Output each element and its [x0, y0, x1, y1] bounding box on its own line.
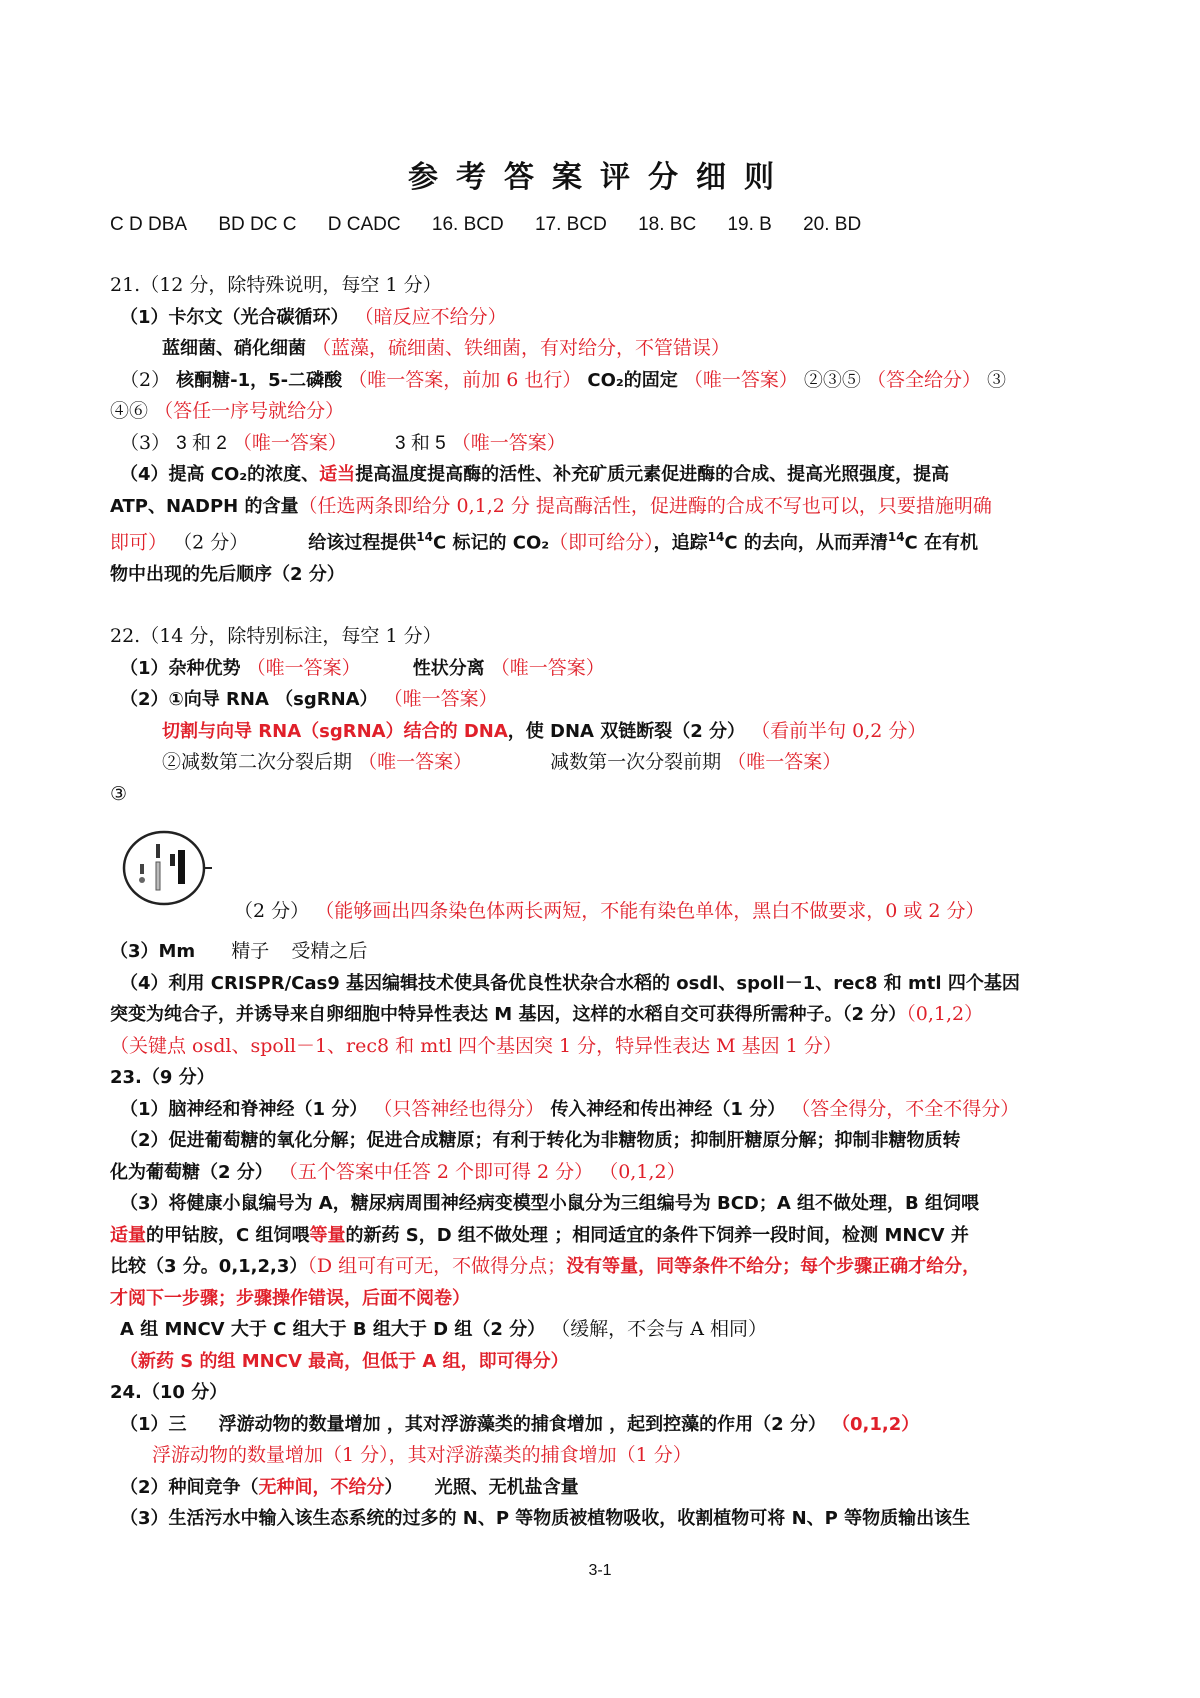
answer-text: 减数第一次分裂前期: [550, 751, 722, 774]
q21-part2: [110, 365, 1100, 397]
answer-text: （1）脑神经和脊神经（1 分）: [120, 1098, 368, 1120]
q23-part3-l3: [110, 1251, 1100, 1283]
page-number: 3-1: [588, 1562, 612, 1579]
q23-part3-l5: [110, 1314, 1100, 1346]
grading-note: （唯一答案）: [232, 431, 347, 454]
grading-note: （能够画出四条染色体两长两短，不能有染色单体，黑白不做要求，0 或 2 分）: [315, 900, 985, 922]
grading-note: （唯一答案）: [451, 431, 566, 454]
answer-text: 传入神经和传出神经（1 分）: [550, 1098, 786, 1120]
answer-text: ，追踪: [653, 532, 708, 554]
grading-note: （0,1,2）: [906, 1003, 984, 1026]
answer-text: （4）提高 CO₂的浓度、: [120, 464, 320, 485]
q22-part2-b: [110, 716, 1100, 748]
answer-text: ，使 DNA 双链断裂（2 分）: [507, 720, 746, 742]
answer-text: （1）卡尔文（光合碳循环）: [120, 306, 349, 328]
answer-text: （4）利用 CRISPR/Cas9 基因编辑技术使具备优良性状杂合水稻的 osdl、spoll－1、rec8 和 mtl 四个基因: [120, 972, 1020, 994]
score-text: （2 分）: [234, 900, 310, 922]
answer-text: 24.（10 分）: [110, 1382, 228, 1404]
grading-note: （任选两条即给分 0,1,2 分 提高酶活性，促进酶的合成不写也可以，只要措施明确: [298, 494, 992, 517]
q24-heading: [110, 1377, 1100, 1409]
part-label: （3）: [120, 431, 171, 454]
emphasis-text: 无种间，不给分: [258, 1476, 385, 1498]
grading-note: （答全得分，不全不得分）: [791, 1097, 1020, 1120]
answer-text: 3 和 2: [176, 432, 227, 454]
q21-part4-l1: [110, 459, 1100, 491]
mc-group: 17. BCD: [534, 214, 607, 235]
grading-note: （答任一序号就给分）: [154, 400, 345, 422]
emphasis-text: 适当: [319, 464, 356, 485]
grading-note: （唯一答案，前加 6 也行）: [348, 368, 582, 391]
grading-note: （关键点 osdl、spoll－1、rec8 和 mtl 四个基因突 1 分，特异性表达 M 基因 1 分）: [110, 1034, 842, 1057]
superscript: 14: [707, 530, 725, 544]
answer-text: 受精之后: [291, 940, 368, 963]
q22-part4-l2: [110, 999, 1100, 1031]
answer-text: 核酮糖-1，5-二磷酸: [176, 369, 343, 391]
answer-text: 的新药 S，D 组不做处理 ；相同适宜的条件下饲养一段时间，检测 MNCV 并: [345, 1224, 969, 1246]
grading-note: （蓝藻，硫细菌、铁细菌，有对给分，不管错误）: [312, 337, 731, 359]
superscript: 14: [887, 530, 905, 544]
q22-part4-l3: [110, 1031, 1100, 1063]
answer-text: 化为葡萄糖（2 分）: [110, 1161, 273, 1183]
q22-part1: [110, 653, 1100, 685]
q23-part3-l6: [110, 1346, 1100, 1378]
grading-note: 即可）: [110, 531, 168, 554]
q22-part3-a: [110, 936, 1100, 968]
answer-text: ②③⑤: [803, 368, 861, 391]
emphasis-text: （新药 S 的组 MNCV 最高，但低于 A 组，即可得分）: [120, 1350, 569, 1372]
grading-note: 浮游动物的数量增加（1 分），其对浮游藻类的捕食增加（1 分）: [152, 1444, 692, 1467]
mc-group: 19. B: [727, 214, 772, 235]
q23-part3-l4: [110, 1283, 1100, 1315]
q21-part1: [110, 302, 1100, 334]
grading-note: （唯一答案）: [727, 751, 842, 774]
q23-part2-l2: [110, 1157, 1100, 1189]
answer-text: （2）种间竞争（: [120, 1476, 259, 1498]
cell-outline: [124, 832, 204, 904]
emphasis-text: 适量: [110, 1224, 146, 1246]
q21-part4-l3: [110, 522, 1100, 559]
answer-text: （2）①向导 RNA （sgRNA）: [120, 689, 378, 711]
answer-text: （3）Mm: [110, 941, 196, 963]
answer-text: 浮游动物的数量增加 ，其对浮游藻类的捕食增加 ，起到控藻的作用（2 分）: [218, 1413, 826, 1435]
chromosome-short: [140, 864, 144, 874]
q21-part3: [110, 428, 1100, 460]
answer-text: 23.（9 分）: [110, 1067, 215, 1089]
mc-group: 18. BC: [638, 214, 697, 235]
chromosome-long: [178, 850, 185, 884]
answer-text: 给该过程提供: [308, 532, 417, 554]
answer-text: CO₂的固定: [587, 369, 678, 391]
answer-text: 蓝细菌、硝化细菌: [162, 338, 306, 359]
mc-group: 16. BCD: [431, 214, 504, 235]
q22-heading: 22.（14 分，除特别标注，每空 1 分）: [110, 625, 442, 648]
answer-text: （3）生活污水中输入该生态系统的过多的 N、P 等物质被植物吸收，收割植物可将 N、P 等物质输出该生: [120, 1508, 971, 1530]
q22-part4-l1: [110, 968, 1100, 1000]
answer-text: 物中出现的先后顺序（2 分）: [110, 563, 345, 585]
q22-part2: [110, 684, 1100, 716]
answer-text: ④⑥: [110, 400, 149, 422]
answer-text: C 在有机: [904, 532, 979, 554]
figure-caption: [234, 896, 985, 923]
q21-part4-l2: [110, 491, 1100, 523]
answer-text: （1）三: [120, 1413, 187, 1435]
answer-text: 提高温度提高酶的活性、补充矿质元素促进酶的合成、提高光照强度，提高: [355, 464, 950, 485]
q22-part3-label: ③: [110, 782, 128, 805]
q22-part2-c: [110, 747, 1100, 779]
grading-note: （唯一答案）: [246, 656, 361, 679]
answer-text: ）: [384, 1476, 403, 1498]
answer-text: （2）促进葡萄糖的氧化分解；促进合成糖原；有利于转化为非糖物质；抑制肝糖原分解；抑制非糖物质转: [120, 1130, 961, 1152]
grading-note: （唯一答案）: [358, 751, 473, 774]
multiple-choice-answers: [110, 214, 887, 236]
emphasis-text: 等量: [309, 1224, 346, 1246]
answer-text: C 标记的 CO₂: [433, 532, 550, 554]
mc-group: BD DC C: [218, 214, 297, 235]
answer-text: ③: [987, 368, 1007, 391]
q24-part3-l1: [110, 1503, 1100, 1535]
answer-text: 性状分离: [412, 657, 485, 679]
q23-part2-l1: [110, 1125, 1100, 1157]
grading-note: （唯一答案）: [383, 688, 498, 711]
q23-heading: [110, 1062, 1100, 1094]
chromosome-long: [156, 844, 160, 858]
q21-part4-l4: [110, 559, 1100, 591]
q21-heading: 21.（12 分，除特殊说明，每空 1 分）: [110, 274, 442, 296]
grading-note: （即可给分）: [549, 531, 654, 554]
answer-text: A 组 MNCV 大于 C 组大于 B 组大于 D 组（2 分）: [120, 1319, 546, 1341]
grading-note: （看前半句 0,2 分）: [751, 719, 927, 742]
mc-group: C D DBA: [110, 214, 188, 235]
q21-part2-cont: [110, 396, 1100, 428]
grading-note: （答全给分）: [866, 368, 981, 391]
answer-text: 比较（3 分。0,1,2,3）: [110, 1256, 308, 1278]
emphasis-text: 切割与向导 RNA（sgRNA）结合的 DNA: [162, 720, 508, 742]
mc-group: 20. BD: [803, 214, 862, 235]
part-label: （2）: [120, 368, 171, 391]
q23-part3-l2: [110, 1220, 1100, 1252]
grading-note: （五个答案中任答 2 个即可得 2 分） （0,1,2）: [278, 1160, 686, 1183]
emphasis-text: 才阅下一步骤；步骤操作错误，后面不阅卷）: [110, 1287, 470, 1309]
grading-note: （0,1,2）: [832, 1413, 920, 1435]
chromosome-cell-figure: [118, 826, 218, 910]
superscript: 14: [416, 530, 433, 544]
grading-note: （暗反应不给分）: [354, 305, 507, 328]
q23-part3-l1: [110, 1188, 1100, 1220]
answer-text: 光照、无机盐含量: [434, 1476, 579, 1498]
chromosome-short: [139, 877, 145, 883]
q24-part2: [110, 1472, 1100, 1504]
q24-part1: [110, 1409, 1100, 1441]
answer-text: ATP、NADPH 的含量: [110, 495, 299, 517]
answer-text: 突变为纯合子，并诱导来自卵细胞中特异性表达 M 基因，这样的水稻自交可获得所需种子。（2 分）: [110, 1004, 907, 1026]
chromosome-short: [170, 854, 175, 866]
q21-part1-b: [110, 333, 1100, 365]
answer-text: ②减数第二次分裂后期: [162, 751, 353, 774]
emphasis-text: 没有等量，同等条件不给分；每个步骤正确才给分，: [566, 1256, 981, 1278]
grading-note: （唯一答案）: [683, 368, 798, 391]
answer-text: 的甲钴胺，C 组饲喂: [146, 1224, 310, 1246]
answer-text: （缓解，不会与 A 相同）: [551, 1318, 767, 1341]
answer-text: （3）将健康小鼠编号为 A，糖尿病周围神经病变模型小鼠分为三组编号为 BCD；A 组不做处理，B 组饲喂: [120, 1193, 980, 1215]
mc-group: D CADC: [327, 214, 401, 235]
grading-note: （D 组可有可无，不做得分点；: [307, 1255, 567, 1278]
score-text: （2 分）: [173, 531, 249, 554]
q24-part1-b: [110, 1440, 1100, 1472]
page-title: 参考答案评分细则: [408, 160, 792, 195]
answer-text: （1）杂种优势: [120, 657, 241, 679]
answer-text: 3 和 5: [395, 432, 446, 454]
answer-text: 精子: [231, 940, 270, 963]
grading-note: （唯一答案）: [490, 656, 605, 679]
grading-note: （只答神经也得分）: [373, 1097, 545, 1120]
q23-part1: [110, 1094, 1100, 1126]
chromosome-long: [156, 862, 160, 890]
answer-text: C 的去向，从而弄清: [724, 532, 888, 554]
